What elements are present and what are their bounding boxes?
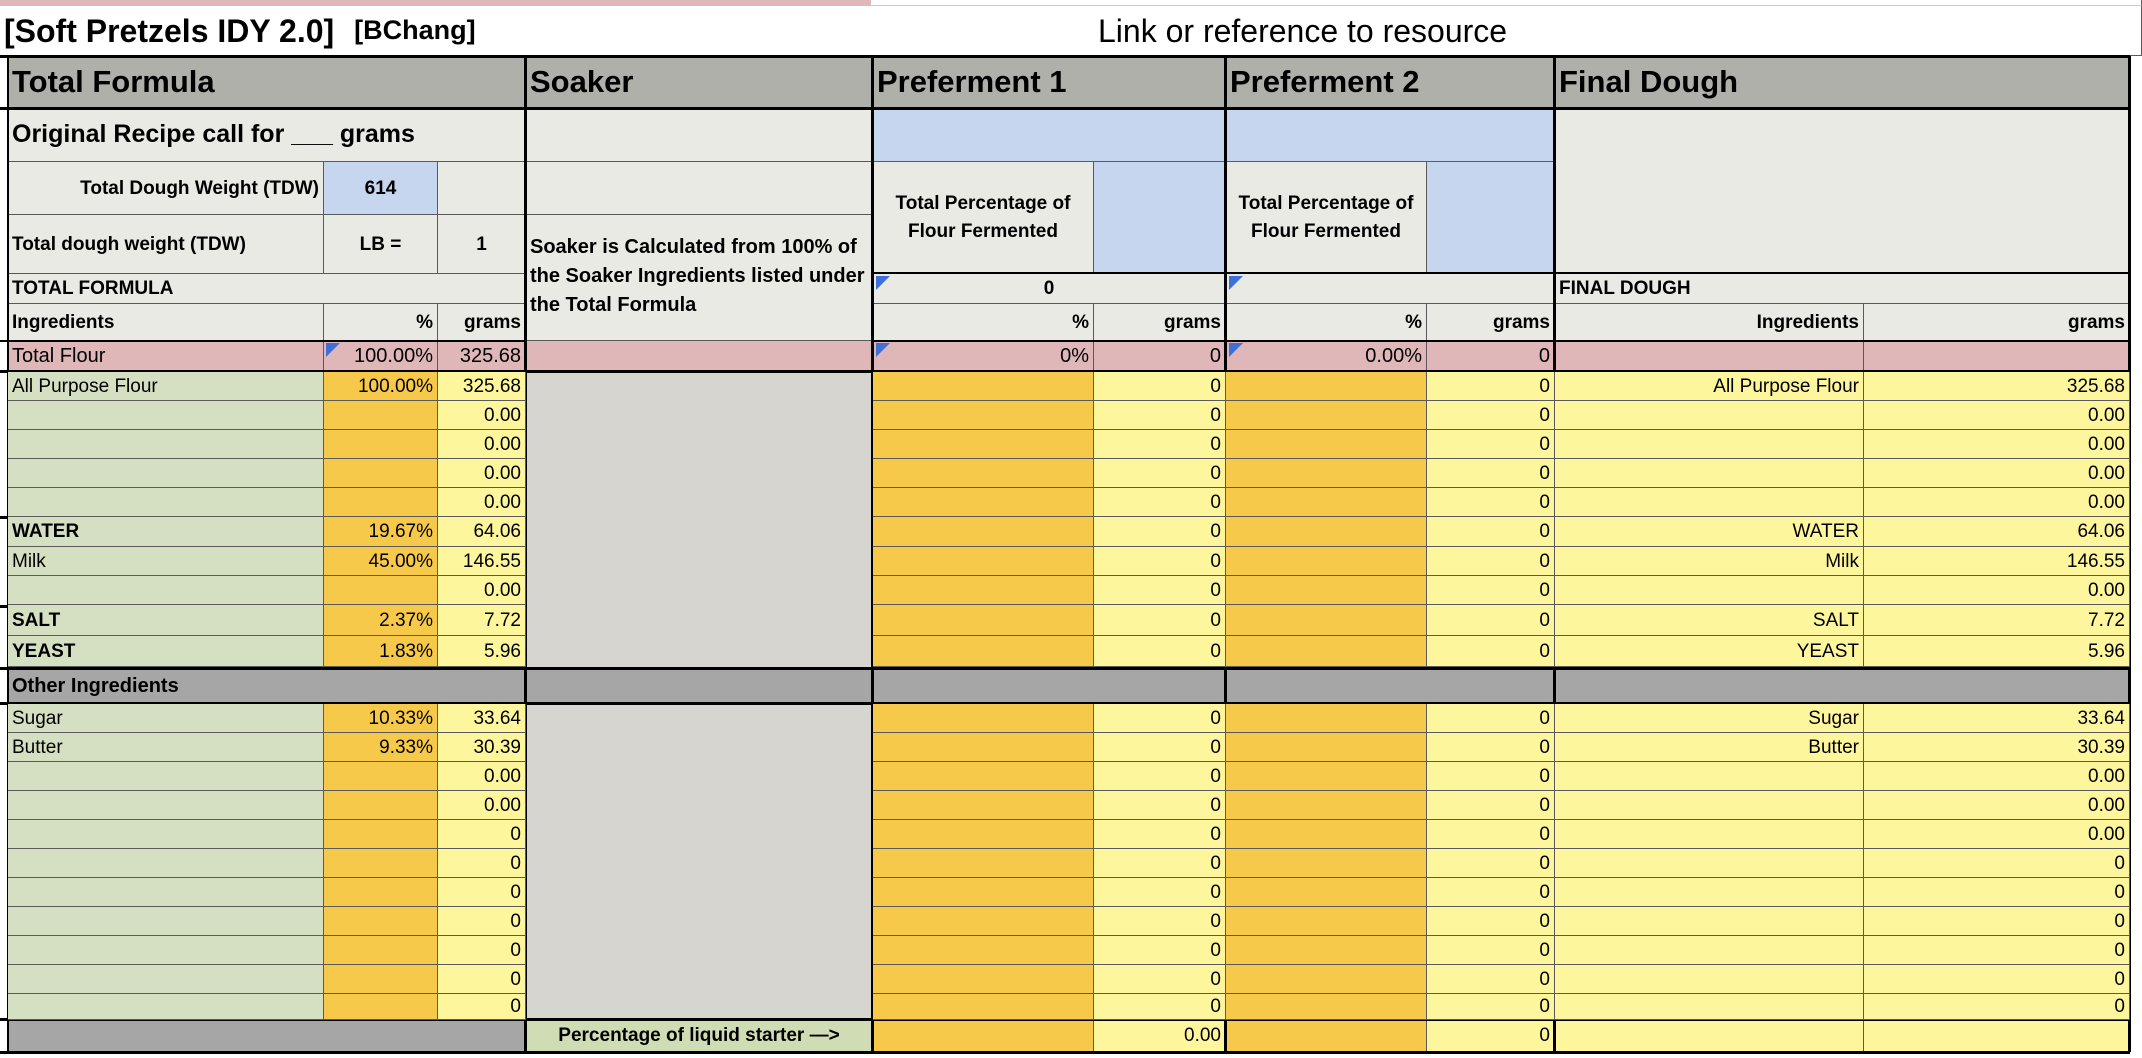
final-ingredient: Sugar <box>1555 704 1864 733</box>
final-grams: 0 <box>1864 878 2130 907</box>
pf1-grams: 0 <box>1094 994 1226 1020</box>
final-ingredient <box>1555 791 1864 820</box>
final-dough-caps: FINAL DOUGH <box>1555 274 2130 304</box>
ingredient-grams: 64.06 <box>438 517 526 547</box>
border-above-flour <box>0 340 526 342</box>
final-grams: 33.64 <box>1864 704 2130 733</box>
comment-indicator-icon[interactable] <box>1229 343 1243 357</box>
ingredient-pct[interactable] <box>324 791 438 820</box>
final-ingredient <box>1555 907 1864 936</box>
ingredient-grams: 0 <box>438 907 526 936</box>
liquid-starter-pf2-value: 0 <box>1427 1020 1555 1052</box>
resource-link-cell[interactable] <box>1094 6 2142 56</box>
ingredient-pct[interactable] <box>324 459 438 488</box>
header-soaker: Soaker <box>526 56 873 108</box>
ingredient-pct[interactable] <box>324 907 438 936</box>
final-grams: 0 <box>1864 907 2130 936</box>
col-pct: % <box>324 304 438 341</box>
ingredient-grams: 0.00 <box>438 576 526 605</box>
pf1-grams: 0 <box>1094 459 1226 488</box>
ingredient-pct[interactable] <box>324 878 438 907</box>
final-dough-notes-cell[interactable] <box>1555 108 2130 274</box>
final-ingredient <box>1555 401 1864 430</box>
pf2-grams: 0 <box>1427 547 1555 576</box>
ingredient-pct[interactable] <box>324 488 438 517</box>
pf2-pct-input[interactable] <box>1226 547 1427 576</box>
ingredient-pct[interactable] <box>324 430 438 459</box>
pf1-pct-input[interactable] <box>873 936 1094 965</box>
ingredient-name[interactable]: YEAST <box>8 636 324 667</box>
final-grams: 0 <box>1864 936 2130 965</box>
ingredient-pct[interactable]: 10.33% <box>324 704 438 733</box>
pf1-pct-input[interactable] <box>873 636 1094 667</box>
pf2-pct-input[interactable] <box>1226 605 1427 636</box>
ingredient-name[interactable] <box>8 965 324 994</box>
col-ingredients: Ingredients <box>8 304 324 341</box>
pf1-input-cell[interactable] <box>873 108 1226 162</box>
header-total-formula: Total Formula <box>8 56 526 108</box>
final-ingredient <box>1555 936 1864 965</box>
ingredient-grams: 0 <box>438 878 526 907</box>
border-under-headers <box>0 107 2130 110</box>
comment-indicator-icon[interactable] <box>876 276 890 290</box>
final-grams: 0.00 <box>1864 791 2130 820</box>
pf1-grams: 0 <box>1094 820 1226 849</box>
final-grams: 0.00 <box>1864 459 2130 488</box>
final-grams: 0.00 <box>1864 488 2130 517</box>
ingredient-name[interactable] <box>8 820 324 849</box>
tdw-input[interactable]: 614 <box>324 162 438 215</box>
final-grams: 146.55 <box>1864 547 2130 576</box>
pf2-grams: 0 <box>1427 762 1555 791</box>
border-pf-row <box>871 272 2130 274</box>
ingredient-pct[interactable] <box>324 965 438 994</box>
ingredient-pct[interactable]: 100.00% <box>324 372 438 401</box>
right-gutter <box>2131 56 2142 1058</box>
final-grams: 0.00 <box>1864 576 2130 605</box>
pf2-grams: 0 <box>1427 636 1555 667</box>
ingredient-grams: 30.39 <box>438 733 526 762</box>
ingredient-pct[interactable] <box>324 820 438 849</box>
pf1-grams: 0 <box>1094 936 1226 965</box>
final-ingredient: SALT <box>1555 605 1864 636</box>
ingredient-name[interactable] <box>8 762 324 791</box>
liquid-starter-pf2-pct[interactable] <box>1226 1020 1427 1052</box>
ingredient-pct[interactable] <box>324 401 438 430</box>
ingredient-pct[interactable] <box>324 849 438 878</box>
pf2-grams: 0 <box>1427 459 1555 488</box>
total-flour-grams: 325.68 <box>438 341 526 372</box>
lb-value[interactable]: 1 <box>438 215 526 274</box>
final-ingredient <box>1555 430 1864 459</box>
pf1-grams: 0 <box>1094 791 1226 820</box>
pf1-total-flour-pct: 0% <box>873 341 1094 372</box>
pf1-col-grams: grams <box>1094 304 1226 341</box>
final-grams: 0.00 <box>1864 762 2130 791</box>
ingredient-pct[interactable]: 19.67% <box>324 517 438 547</box>
pf2-grams: 0 <box>1427 994 1555 1020</box>
bottom-left-cell <box>8 1020 526 1052</box>
pf2-pct-input[interactable] <box>1226 936 1427 965</box>
ingredient-name[interactable] <box>8 878 324 907</box>
ingredient-pct[interactable]: 1.83% <box>324 636 438 667</box>
ingredient-grams: 146.55 <box>438 547 526 576</box>
final-grams: 7.72 <box>1864 605 2130 636</box>
tdw-lb-label: Total dough weight (TDW) <box>8 215 324 274</box>
final-grams: 64.06 <box>1864 517 2130 547</box>
final-grams: 0 <box>1864 994 2130 1020</box>
pf2-grams: 0 <box>1427 907 1555 936</box>
border-other-top <box>0 667 2130 670</box>
resource-link[interactable]: Link or reference to resource <box>1098 12 1508 49</box>
final-grams: 0.00 <box>1864 820 2130 849</box>
header-preferment-2: Preferment 2 <box>1226 56 1555 108</box>
ingredient-grams: 0 <box>438 965 526 994</box>
ingredient-grams: 0 <box>438 820 526 849</box>
pf2-total-flour-grams: 0 <box>1427 341 1555 372</box>
pf2-grams: 0 <box>1427 605 1555 636</box>
final-total-flour-ingredient <box>1555 341 1864 372</box>
final-grams: 0 <box>1864 965 2130 994</box>
ingredient-name[interactable] <box>8 936 324 965</box>
final-ingredient <box>1555 965 1864 994</box>
pf1-grams: 0 <box>1094 878 1226 907</box>
ingredient-pct[interactable]: 45.00% <box>324 547 438 576</box>
comment-indicator-icon[interactable] <box>876 343 890 357</box>
pf2-grams: 0 <box>1427 704 1555 733</box>
ingredient-grams: 0.00 <box>438 430 526 459</box>
pf2-pct-input[interactable] <box>1226 733 1427 762</box>
pf2-pct-input[interactable] <box>1226 878 1427 907</box>
pf2-input-cell[interactable] <box>1226 108 1555 162</box>
final-ingredient <box>1555 488 1864 517</box>
pf2-total-value <box>1226 274 1555 304</box>
final-ingredient <box>1555 994 1864 1020</box>
soaker-ingredients-area <box>526 372 873 669</box>
ingredient-pct[interactable] <box>324 936 438 965</box>
pf1-grams: 0 <box>1094 488 1226 517</box>
pf2-total-flour-pct: 0.00% <box>1226 341 1427 372</box>
pf1-pct-input[interactable] <box>873 820 1094 849</box>
total-formula-caps: TOTAL FORMULA <box>8 274 526 304</box>
final-ingredient <box>1555 459 1864 488</box>
pf1-percentage-label: Total Percentage of Flour Fermented <box>873 162 1094 274</box>
title-cell[interactable] <box>0 6 1094 56</box>
border-above-flour-r <box>871 340 2130 342</box>
final-ingredient <box>1555 878 1864 907</box>
final-total-flour-grams <box>1864 341 2130 372</box>
pf2-col-pct: % <box>1226 304 1427 341</box>
ingredient-name[interactable] <box>8 791 324 820</box>
pf1-pct-input[interactable] <box>873 372 1094 401</box>
recipe-author: [BChang] <box>354 15 476 45</box>
ingredient-pct[interactable] <box>324 994 438 1020</box>
ingredient-name[interactable]: Milk <box>8 547 324 576</box>
pf2-grams: 0 <box>1427 372 1555 401</box>
ingredient-grams: 0.00 <box>438 401 526 430</box>
soaker-blank-cell[interactable] <box>526 162 873 215</box>
border-top-headers <box>0 55 2130 58</box>
pf1-pct-input[interactable] <box>873 704 1094 733</box>
pf1-grams: 0 <box>1094 430 1226 459</box>
ingredient-grams: 0.00 <box>438 762 526 791</box>
bottom-final-ingredient <box>1555 1020 1864 1052</box>
pf1-grams: 0 <box>1094 372 1226 401</box>
final-grams: 0.00 <box>1864 401 2130 430</box>
pf1-pct-input[interactable] <box>873 576 1094 605</box>
pf1-pct-input[interactable] <box>873 762 1094 791</box>
pf2-grams: 0 <box>1427 849 1555 878</box>
final-ingredient: All Purpose Flour <box>1555 372 1864 401</box>
ingredient-name[interactable] <box>8 907 324 936</box>
pf2-grams: 0 <box>1427 733 1555 762</box>
ingredient-name[interactable] <box>8 401 324 430</box>
pf2-grams: 0 <box>1427 401 1555 430</box>
final-grams: 0.00 <box>1864 430 2130 459</box>
ingredient-grams: 0 <box>438 936 526 965</box>
ingredient-grams: 0.00 <box>438 791 526 820</box>
pf2-pct-input[interactable] <box>1226 488 1427 517</box>
ingredient-name[interactable]: SALT <box>8 605 324 636</box>
ingredient-grams: 0.00 <box>438 488 526 517</box>
final-grams: 5.96 <box>1864 636 2130 667</box>
total-flour-label: Total Flour <box>8 341 324 372</box>
pf2-pct-input[interactable] <box>1226 994 1427 1020</box>
ingredient-name[interactable]: Sugar <box>8 704 324 733</box>
pf2-pct-input[interactable] <box>1226 791 1427 820</box>
pf2-grams: 0 <box>1427 820 1555 849</box>
pf1-pct-input[interactable] <box>873 965 1094 994</box>
pf2-grams: 0 <box>1427 791 1555 820</box>
pf1-grams: 0 <box>1094 762 1226 791</box>
border-bottom <box>0 1051 2130 1054</box>
pf2-grams: 0 <box>1427 576 1555 605</box>
pf1-grams: 0 <box>1094 907 1226 936</box>
final-ingredient <box>1555 576 1864 605</box>
ingredient-pct[interactable] <box>324 576 438 605</box>
pf1-col-pct: % <box>873 304 1094 341</box>
pf2-grams: 0 <box>1427 936 1555 965</box>
pf1-total-flour-grams: 0 <box>1094 341 1226 372</box>
pf1-pct-input[interactable] <box>873 733 1094 762</box>
ingredient-pct[interactable]: 2.37% <box>324 605 438 636</box>
pf1-grams: 0 <box>1094 576 1226 605</box>
final-ingredient: Butter <box>1555 733 1864 762</box>
pf2-pct-input[interactable] <box>1226 965 1427 994</box>
soaker-top-cell[interactable] <box>526 108 873 162</box>
pf1-pct-input[interactable] <box>873 878 1094 907</box>
ingredient-grams: 0.00 <box>438 459 526 488</box>
pf1-pct-input[interactable] <box>873 488 1094 517</box>
pf1-pct-input[interactable] <box>873 517 1094 547</box>
soaker-note: Soaker is Calculated from 100% of the Soaker Ingredients listed under the Total Formula <box>526 215 873 341</box>
ingredient-pct[interactable] <box>324 762 438 791</box>
pf2-pct-input[interactable] <box>1226 849 1427 878</box>
pf2-pct-input[interactable] <box>1226 704 1427 733</box>
pf2-percentage-input[interactable] <box>1427 162 1555 274</box>
final-col-grams: grams <box>1864 304 2130 341</box>
tdw-blank-cell[interactable] <box>438 162 526 215</box>
final-ingredient: WATER <box>1555 517 1864 547</box>
pf1-pct-input[interactable] <box>873 459 1094 488</box>
header-preferment-1: Preferment 1 <box>873 56 1226 108</box>
pf1-grams: 0 <box>1094 605 1226 636</box>
soaker-total-flour <box>526 341 873 372</box>
ingredient-name[interactable]: All Purpose Flour <box>8 372 324 401</box>
pf2-pct-input[interactable] <box>1226 459 1427 488</box>
pf2-pct-input[interactable] <box>1226 517 1427 547</box>
pf1-grams: 0 <box>1094 849 1226 878</box>
pf1-percentage-input[interactable] <box>1094 162 1226 274</box>
pf1-pct-input[interactable] <box>873 849 1094 878</box>
ingredient-name[interactable] <box>8 488 324 517</box>
header-final-dough: Final Dough <box>1555 56 2130 108</box>
pf2-percentage-label: Total Percentage of Flour Fermented <box>1226 162 1427 274</box>
pf1-grams: 0 <box>1094 547 1226 576</box>
pf1-pct-input[interactable] <box>873 430 1094 459</box>
pf2-pct-input[interactable] <box>1226 636 1427 667</box>
final-col-ingredients: Ingredients <box>1555 304 1864 341</box>
col-grams: grams <box>438 304 526 341</box>
final-ingredient: YEAST <box>1555 636 1864 667</box>
pf2-grams: 0 <box>1427 430 1555 459</box>
pf2-pct-input[interactable] <box>1226 372 1427 401</box>
ingredient-name[interactable]: WATER <box>8 517 324 547</box>
total-flour-pct: 100.00% <box>324 341 438 372</box>
pf1-total-value: 0 <box>873 274 1226 304</box>
ingredient-name[interactable] <box>8 576 324 605</box>
final-grams: 0 <box>1864 849 2130 878</box>
final-grams: 30.39 <box>1864 733 2130 762</box>
soaker-other-area <box>526 704 873 1020</box>
final-grams: 325.68 <box>1864 372 2130 401</box>
final-ingredient <box>1555 849 1864 878</box>
ingredient-name[interactable]: Butter <box>8 733 324 762</box>
pf2-pct-input[interactable] <box>1226 762 1427 791</box>
final-ingredient <box>1555 762 1864 791</box>
pf2-pct-input[interactable] <box>1226 820 1427 849</box>
final-ingredient: Milk <box>1555 547 1864 576</box>
pf2-pct-input[interactable] <box>1226 907 1427 936</box>
recipe-title: [Soft Pretzels IDY 2.0] <box>4 12 335 49</box>
liquid-starter-pf1-pct[interactable] <box>873 1020 1094 1052</box>
ingredient-grams: 5.96 <box>438 636 526 667</box>
pf2-grams: 0 <box>1427 488 1555 517</box>
pf1-grams: 0 <box>1094 401 1226 430</box>
pf2-pct-input[interactable] <box>1226 401 1427 430</box>
pf1-pct-input[interactable] <box>873 547 1094 576</box>
other-ingredients-header: Other Ingredients <box>8 669 2130 704</box>
pf1-grams: 0 <box>1094 636 1226 667</box>
ingredient-grams: 0 <box>438 994 526 1020</box>
pf2-grams: 0 <box>1427 517 1555 547</box>
pf1-pct-input[interactable] <box>873 401 1094 430</box>
pf2-pct-input[interactable] <box>1226 430 1427 459</box>
pf2-pct-input[interactable] <box>1226 576 1427 605</box>
ingredient-name[interactable] <box>8 430 324 459</box>
pf1-pct-input[interactable] <box>873 907 1094 936</box>
pf2-grams: 0 <box>1427 965 1555 994</box>
pf1-pct-input[interactable] <box>873 994 1094 1020</box>
pf1-pct-input[interactable] <box>873 605 1094 636</box>
ingredient-grams: 325.68 <box>438 372 526 401</box>
ingredient-grams: 33.64 <box>438 704 526 733</box>
ingredient-name[interactable] <box>8 459 324 488</box>
ingredient-grams: 7.72 <box>438 605 526 636</box>
ingredient-grams: 0 <box>438 849 526 878</box>
pf1-grams: 0 <box>1094 733 1226 762</box>
pf1-grams: 0 <box>1094 517 1226 547</box>
lb-label: LB = <box>324 215 438 274</box>
ingredient-name[interactable] <box>8 849 324 878</box>
pf1-grams: 0 <box>1094 704 1226 733</box>
bottom-final-grams <box>1864 1020 2130 1052</box>
liquid-starter-label: Percentage of liquid starter —> <box>526 1020 873 1052</box>
comment-indicator-icon[interactable] <box>326 343 340 357</box>
ingredient-pct[interactable]: 9.33% <box>324 733 438 762</box>
comment-indicator-icon[interactable] <box>1229 276 1243 290</box>
pf1-pct-input[interactable] <box>873 791 1094 820</box>
final-ingredient <box>1555 820 1864 849</box>
original-recipe-label: Original Recipe call for ___ grams <box>8 108 526 162</box>
pf1-grams: 0 <box>1094 965 1226 994</box>
ingredient-name[interactable] <box>8 994 324 1020</box>
tdw-label: Total Dough Weight (TDW) <box>8 162 324 215</box>
pf2-grams: 0 <box>1427 878 1555 907</box>
liquid-starter-value: 0.00 <box>1094 1020 1226 1052</box>
pf2-col-grams: grams <box>1427 304 1555 341</box>
